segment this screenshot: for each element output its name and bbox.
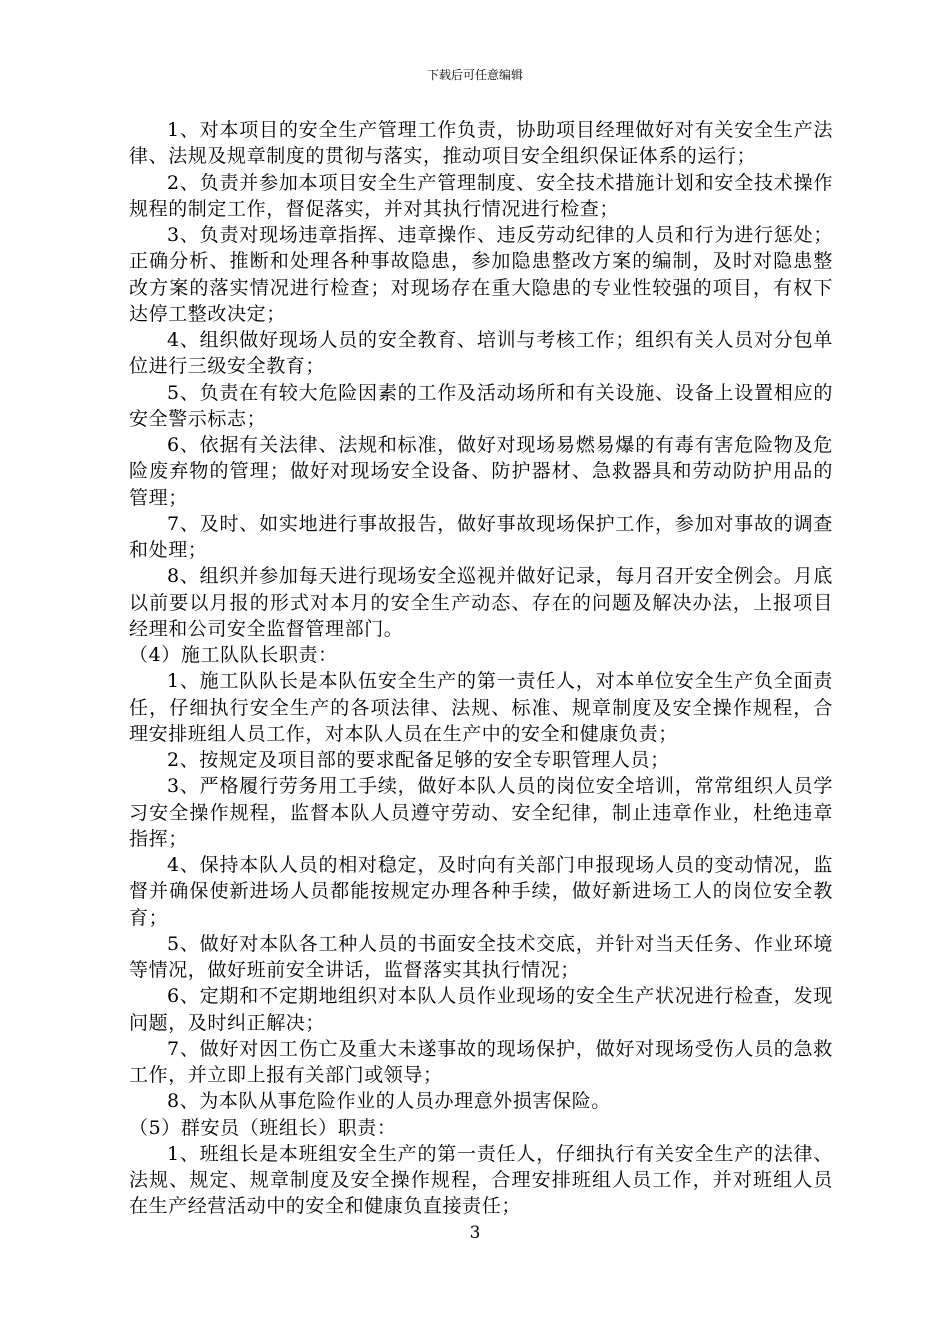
paragraph: 3、严格履行劳务用工手续，做好本队人员的岗位安全培训，常常组织人员学习安全操作规程，监督本队人员遵守劳动、安全纪律，制止违章作业，杜绝违章指挥； xyxy=(129,775,833,850)
paragraph: 7、及时、如实地进行事故报告，做好事故现场保护工作，参加对事故的调查和处理； xyxy=(129,512,833,561)
page-number: 3 xyxy=(469,1223,481,1243)
paragraph: 1、班组长是本班组安全生产的第一责任人，仔细执行有关安全生产的法律、法规、规定、规章制度及安全操作规程，合理安排班组人员工作，并对班组人员在生产经营活动中的安全和健康负直接责任； xyxy=(129,1142,833,1218)
section-heading: （4）施工队队长职责： xyxy=(129,644,338,666)
paragraph: 6、依据有关法律、法规和标准，做好对现场易燃易爆的有毒有害危险物及危险废弃物的管理；做好对现场安全设备、防护器材、急救器具和劳动防护用品的管理； xyxy=(129,434,833,509)
paragraph: 4、保持本队人员的相对稳定，及时向有关部门申报现场人员的变动情况，监督并确保使新进场人员都能按规定办理各种手续，做好新进场工人的岗位安全教育； xyxy=(129,854,833,929)
paragraph: 1、对本项目的安全生产管理工作负责，协助项目经理做好对有关安全生产法律、法规及规章制度的贯彻与落实，推动项目安全组织保证体系的运行； xyxy=(129,119,833,168)
paragraph: 2、按规定及项目部的要求配备足够的安全专职管理人员； xyxy=(167,749,670,771)
paragraph: 4、组织做好现场人员的安全教育、培训与考核工作；组织有关人员对分包单位进行三级安全教育； xyxy=(129,329,833,378)
page-header: 下载后可任意编辑 xyxy=(426,68,523,82)
paragraph: 6、定期和不定期地组织对本队人员作业现场的安全生产状况进行检查，发现问题，及时纠正解决； xyxy=(129,985,833,1034)
section-heading: （5）群安员（班组长）职责： xyxy=(129,1116,397,1139)
paragraph: 8、为本队从事危险作业的人员办理意外损害保险。 xyxy=(167,1090,611,1113)
document-body xyxy=(129,117,833,1220)
paragraph: 2、负责并参加本项目安全生产管理制度、安全技术措施计划和安全技术操作规程的制定工作，督促落实，并对其执行情况进行检查； xyxy=(129,171,833,220)
paragraph: 3、负责对现场违章指挥、违章操作、违反劳动纪律的人员和行为进行惩处；正确分析、推断和处理各种事故隐患，参加隐患整改方案的编制，及时对隐患整改方案的落实情况进行检查；对现场存在重大隐患的专业性较强的项目，有权下达停工整改决定； xyxy=(129,224,833,325)
paragraph: 5、负责在有较大危险因素的工作及活动场所和有关设施、设备上设置相应的安全警示标志； xyxy=(129,381,833,430)
paragraph: 8、组织并参加每天进行现场安全巡视并做好记录，每月召开安全例会。月底以前要以月报的形式对本月的安全生产动态、存在的问题及解决办法，上报项目经理和公司安全监督管理部门。 xyxy=(129,565,833,640)
paragraph: 1、施工队队长是本队伍安全生产的第一责任人，对本单位安全生产负全面责任，仔细执行安全生产的各项法律、法规、标准、规章制度及安全操作规程，合理安排班组人员工作，对本队人员在生产中的安全和健康负责； xyxy=(129,670,833,745)
paragraph: 5、做好对本队各工种人员的书面安全技术交底，并针对当天任务、作业环境等情况，做好班前安全讲话，监督落实其执行情况； xyxy=(129,932,833,981)
paragraph: 7、做好对因工伤亡及重大未遂事故的现场保护，做好对现场受伤人员的急救工作，并立即上报有关部门或领导； xyxy=(129,1037,833,1086)
